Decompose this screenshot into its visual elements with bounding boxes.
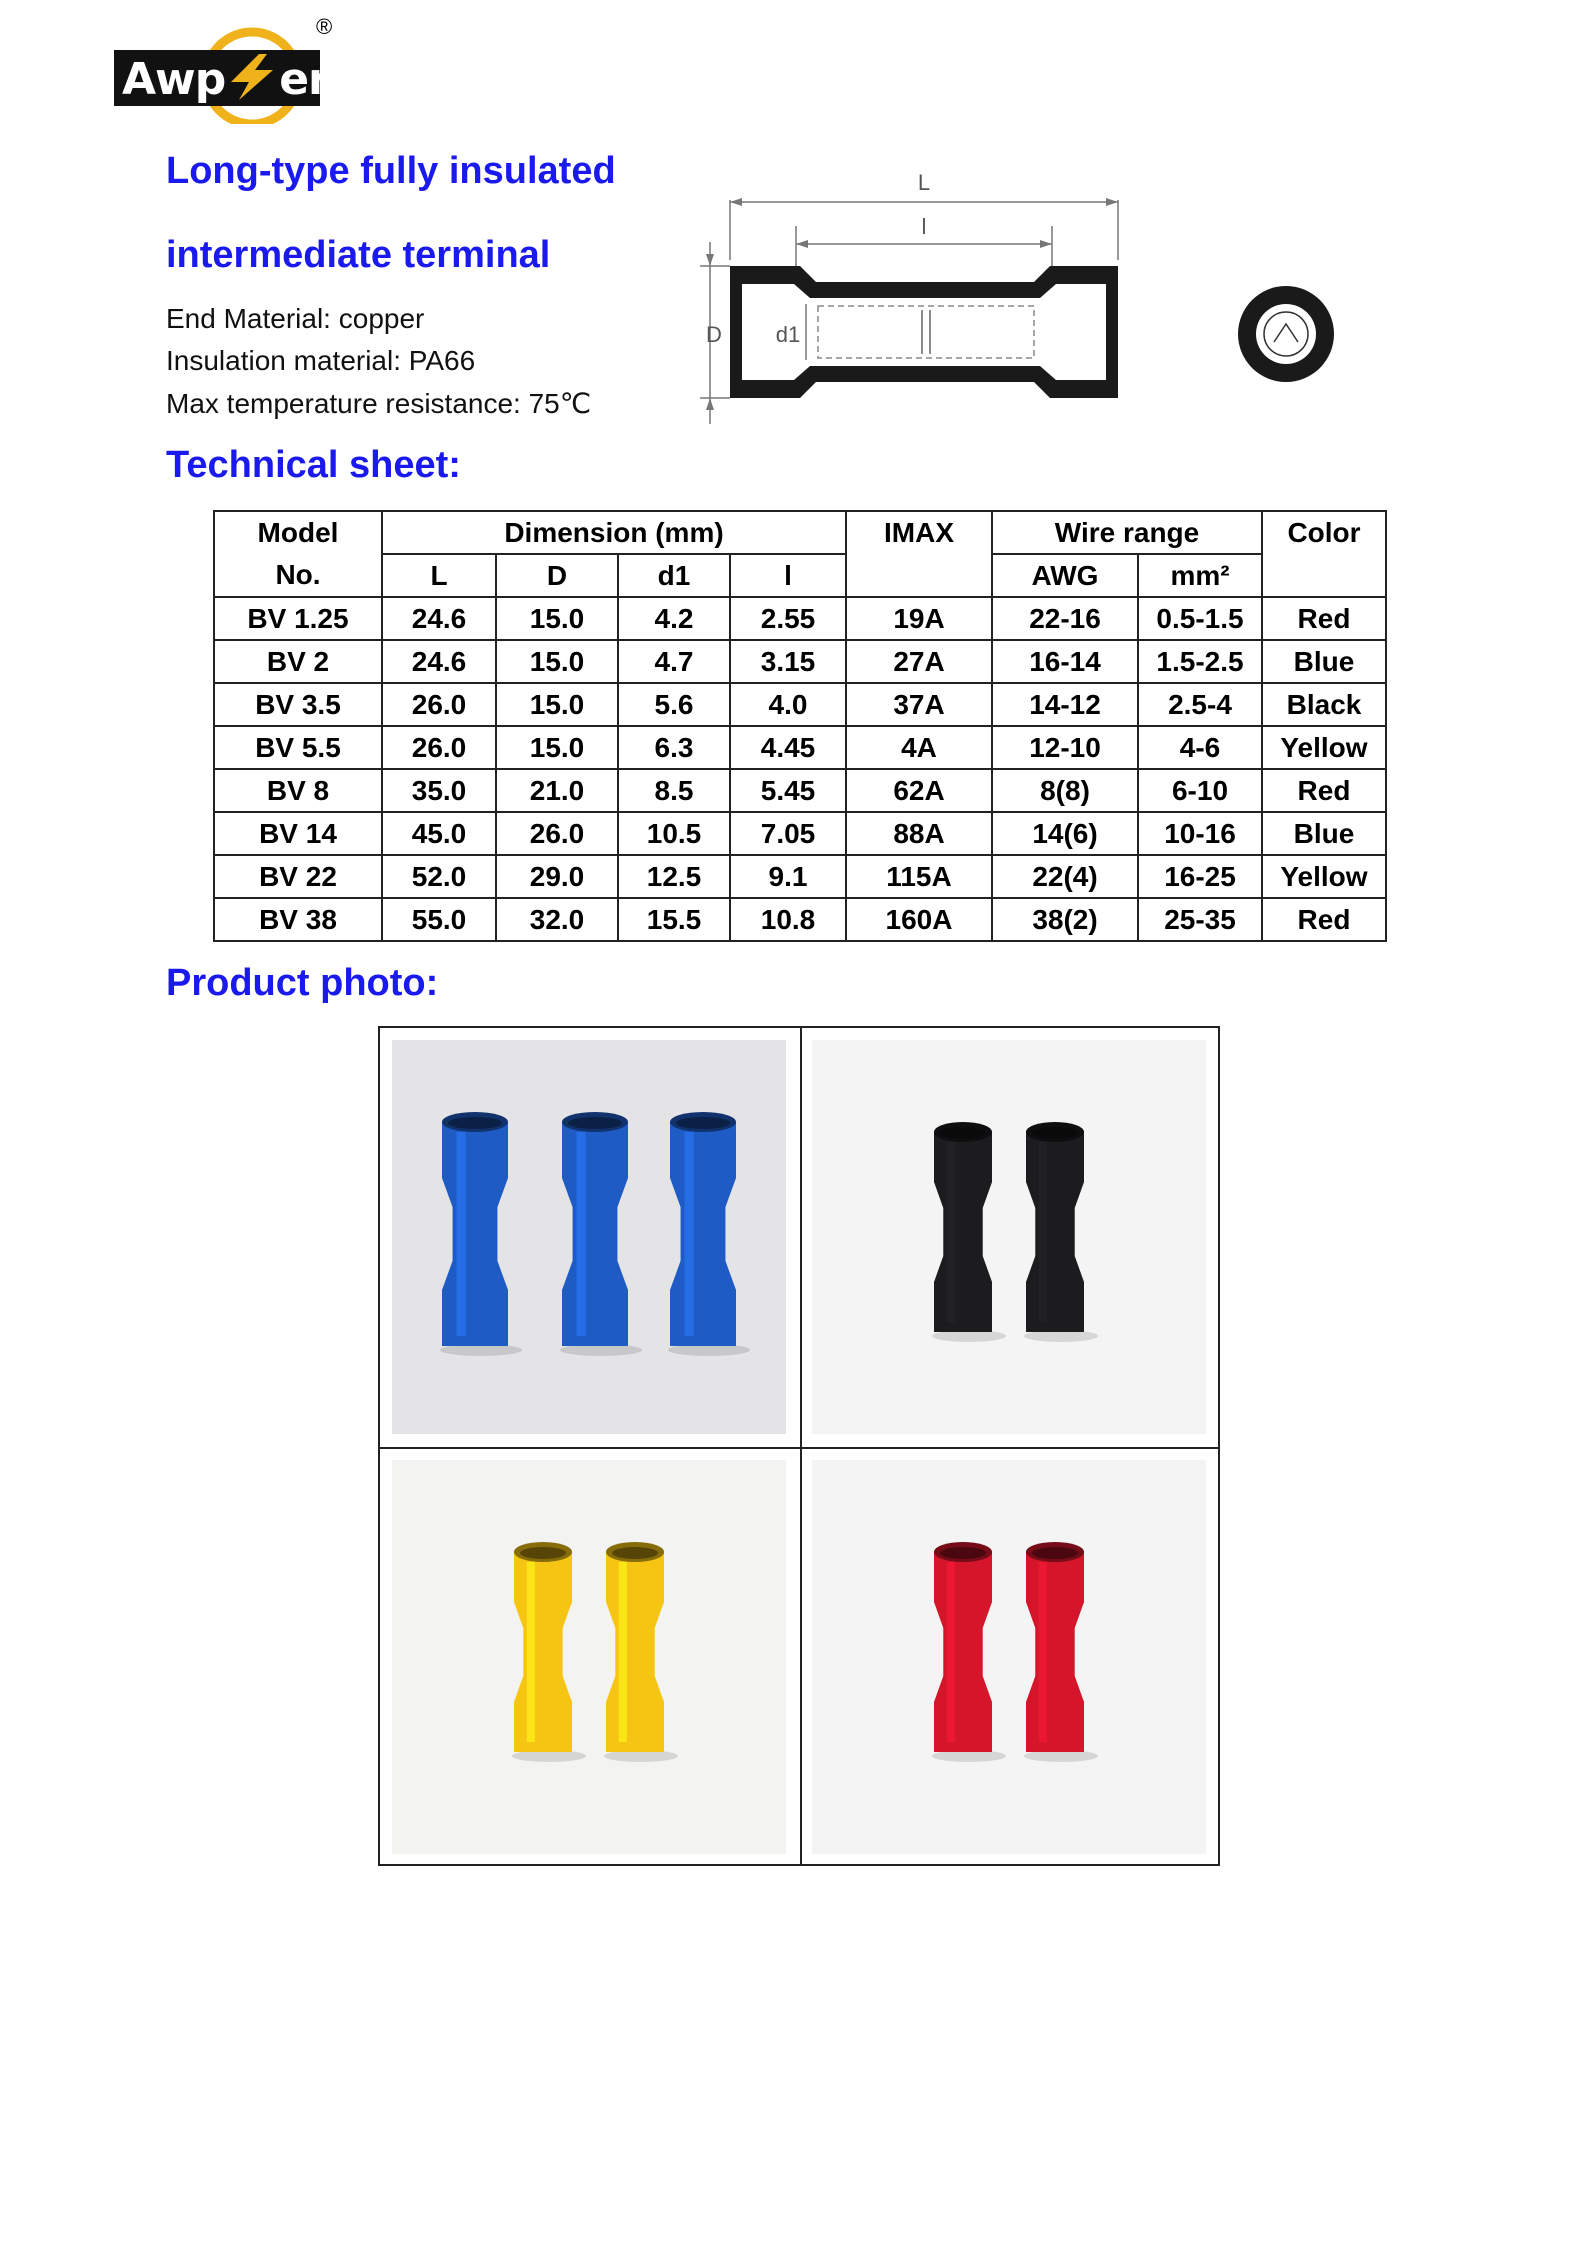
table-row [214,898,1386,941]
brand-logo [112,14,342,124]
header-model: Model [214,511,382,554]
terminal-tube [514,1542,572,1752]
cell-color: Yellow [1262,855,1386,898]
spec-end-material: End Material: copper [166,303,425,334]
cell-inner-d1: 10.5 [618,812,730,855]
product-title-line1: Long-type fully insulated [166,150,616,192]
cell-mm2: 2.5-4 [1138,683,1262,726]
cell-length-L: 55.0 [382,898,496,941]
cell-inner-d1: 6.3 [618,726,730,769]
cell-length-l: 4.0 [730,683,846,726]
header-wire-range: Wire range [992,511,1262,554]
cell-model-no: BV 38 [214,898,382,941]
lightning-bolt-icon [225,54,279,100]
terminal-tube [934,1542,992,1752]
terminal-tube [442,1112,508,1346]
cell-model-no: BV 8 [214,769,382,812]
table-row [214,640,1386,683]
cell-mm2: 25-35 [1138,898,1262,941]
cell-length-L: 24.6 [382,597,496,640]
cell-length-L: 35.0 [382,769,496,812]
cell-length-L: 26.0 [382,683,496,726]
cell-awg: 8(8) [992,769,1138,812]
table-row [214,769,1386,812]
header-d1: d1 [618,554,730,597]
cell-imax: 4A [846,726,992,769]
product-title-line2: intermediate terminal [166,234,551,276]
cell-diameter-D: 32.0 [496,898,618,941]
cell-inner-d1: 8.5 [618,769,730,812]
cell-awg: 38(2) [992,898,1138,941]
cell-imax: 88A [846,812,992,855]
label-L: L [917,170,931,195]
terminal-tube [1026,1542,1084,1752]
terminal-tube [606,1542,664,1752]
cell-length-l: 5.45 [730,769,846,812]
cell-color: Black [1262,683,1386,726]
cell-mm2: 4-6 [1138,726,1262,769]
cell-imax: 37A [846,683,992,726]
cell-imax: 19A [846,597,992,640]
cell-diameter-D: 15.0 [496,726,618,769]
cell-diameter-D: 29.0 [496,855,618,898]
grid-divider [380,1447,1218,1449]
cell-inner-d1: 4.2 [618,597,730,640]
photo-red-terminals [812,1460,1206,1854]
cell-color: Blue [1262,640,1386,683]
cell-length-L: 24.6 [382,640,496,683]
registered-mark: ® [316,14,333,39]
cell-length-l: 7.05 [730,812,846,855]
product-photo-grid [378,1026,1220,1866]
logo-wordmark: Awp er [122,54,329,105]
table-row [214,683,1386,726]
cell-model-no: BV 1.25 [214,597,382,640]
header-l: l [730,554,846,597]
cell-length-L: 26.0 [382,726,496,769]
header-awg: AWG [992,554,1138,597]
cell-awg: 14-12 [992,683,1138,726]
cell-imax: 62A [846,769,992,812]
header-color: Color [1262,511,1386,554]
table-row [214,597,1386,640]
header-imax: IMAX [846,511,992,554]
cell-inner-d1: 5.6 [618,683,730,726]
terminal-dimension-drawing [690,170,1350,430]
cell-color: Red [1262,898,1386,941]
cell-awg: 22-16 [992,597,1138,640]
terminal-tube [562,1112,628,1346]
cell-inner-d1: 15.5 [618,898,730,941]
cell-diameter-D: 26.0 [496,812,618,855]
technical-sheet-heading: Technical sheet: [166,444,461,486]
cell-inner-d1: 12.5 [618,855,730,898]
cell-model-no: BV 3.5 [214,683,382,726]
cell-mm2: 1.5-2.5 [1138,640,1262,683]
cell-awg: 14(6) [992,812,1138,855]
cell-length-L: 52.0 [382,855,496,898]
table-row [214,855,1386,898]
cell-length-l: 10.8 [730,898,846,941]
header-dimension: Dimension (mm) [382,511,846,554]
photo-black-terminals [812,1040,1206,1434]
header-mm2: mm² [1138,554,1262,597]
cell-length-l: 4.45 [730,726,846,769]
cell-imax: 27A [846,640,992,683]
cell-imax: 160A [846,898,992,941]
header-imax-empty [846,554,992,597]
cell-model-no: BV 14 [214,812,382,855]
header-D: D [496,554,618,597]
cell-mm2: 0.5-1.5 [1138,597,1262,640]
cell-imax: 115A [846,855,992,898]
cell-inner-d1: 4.7 [618,640,730,683]
photo-yellow-terminals [392,1460,786,1854]
header-L: L [382,554,496,597]
cell-diameter-D: 21.0 [496,769,618,812]
terminal-tube [670,1112,736,1346]
grid-divider [800,1028,802,1864]
cell-model-no: BV 5.5 [214,726,382,769]
cell-diameter-D: 15.0 [496,597,618,640]
label-d1: d1 [775,322,801,347]
cell-mm2: 6-10 [1138,769,1262,812]
header-model-no: No. [214,554,382,597]
table-row [214,812,1386,855]
cell-length-l: 2.55 [730,597,846,640]
technical-sheet-table [213,510,1387,942]
cell-length-l: 9.1 [730,855,846,898]
cell-color: Blue [1262,812,1386,855]
label-l: l [921,214,927,239]
header-color-empty [1262,554,1386,597]
cell-model-no: BV 2 [214,640,382,683]
cell-color: Yellow [1262,726,1386,769]
cell-diameter-D: 15.0 [496,683,618,726]
cell-mm2: 16-25 [1138,855,1262,898]
cell-awg: 16-14 [992,640,1138,683]
cell-mm2: 10-16 [1138,812,1262,855]
cell-color: Red [1262,597,1386,640]
spec-max-temperature: Max temperature resistance: 75℃ [166,388,592,419]
cell-awg: 22(4) [992,855,1138,898]
table-row [214,726,1386,769]
cell-diameter-D: 15.0 [496,640,618,683]
cell-length-l: 3.15 [730,640,846,683]
cell-awg: 12-10 [992,726,1138,769]
product-photo-heading: Product photo: [166,962,439,1004]
terminal-tube [934,1122,992,1332]
cell-model-no: BV 22 [214,855,382,898]
label-D: D [706,322,722,347]
cell-color: Red [1262,769,1386,812]
cell-length-L: 45.0 [382,812,496,855]
spec-insulation-material: Insulation material: PA66 [166,345,476,376]
terminal-tube [1026,1122,1084,1332]
photo-blue-terminals [392,1040,786,1434]
